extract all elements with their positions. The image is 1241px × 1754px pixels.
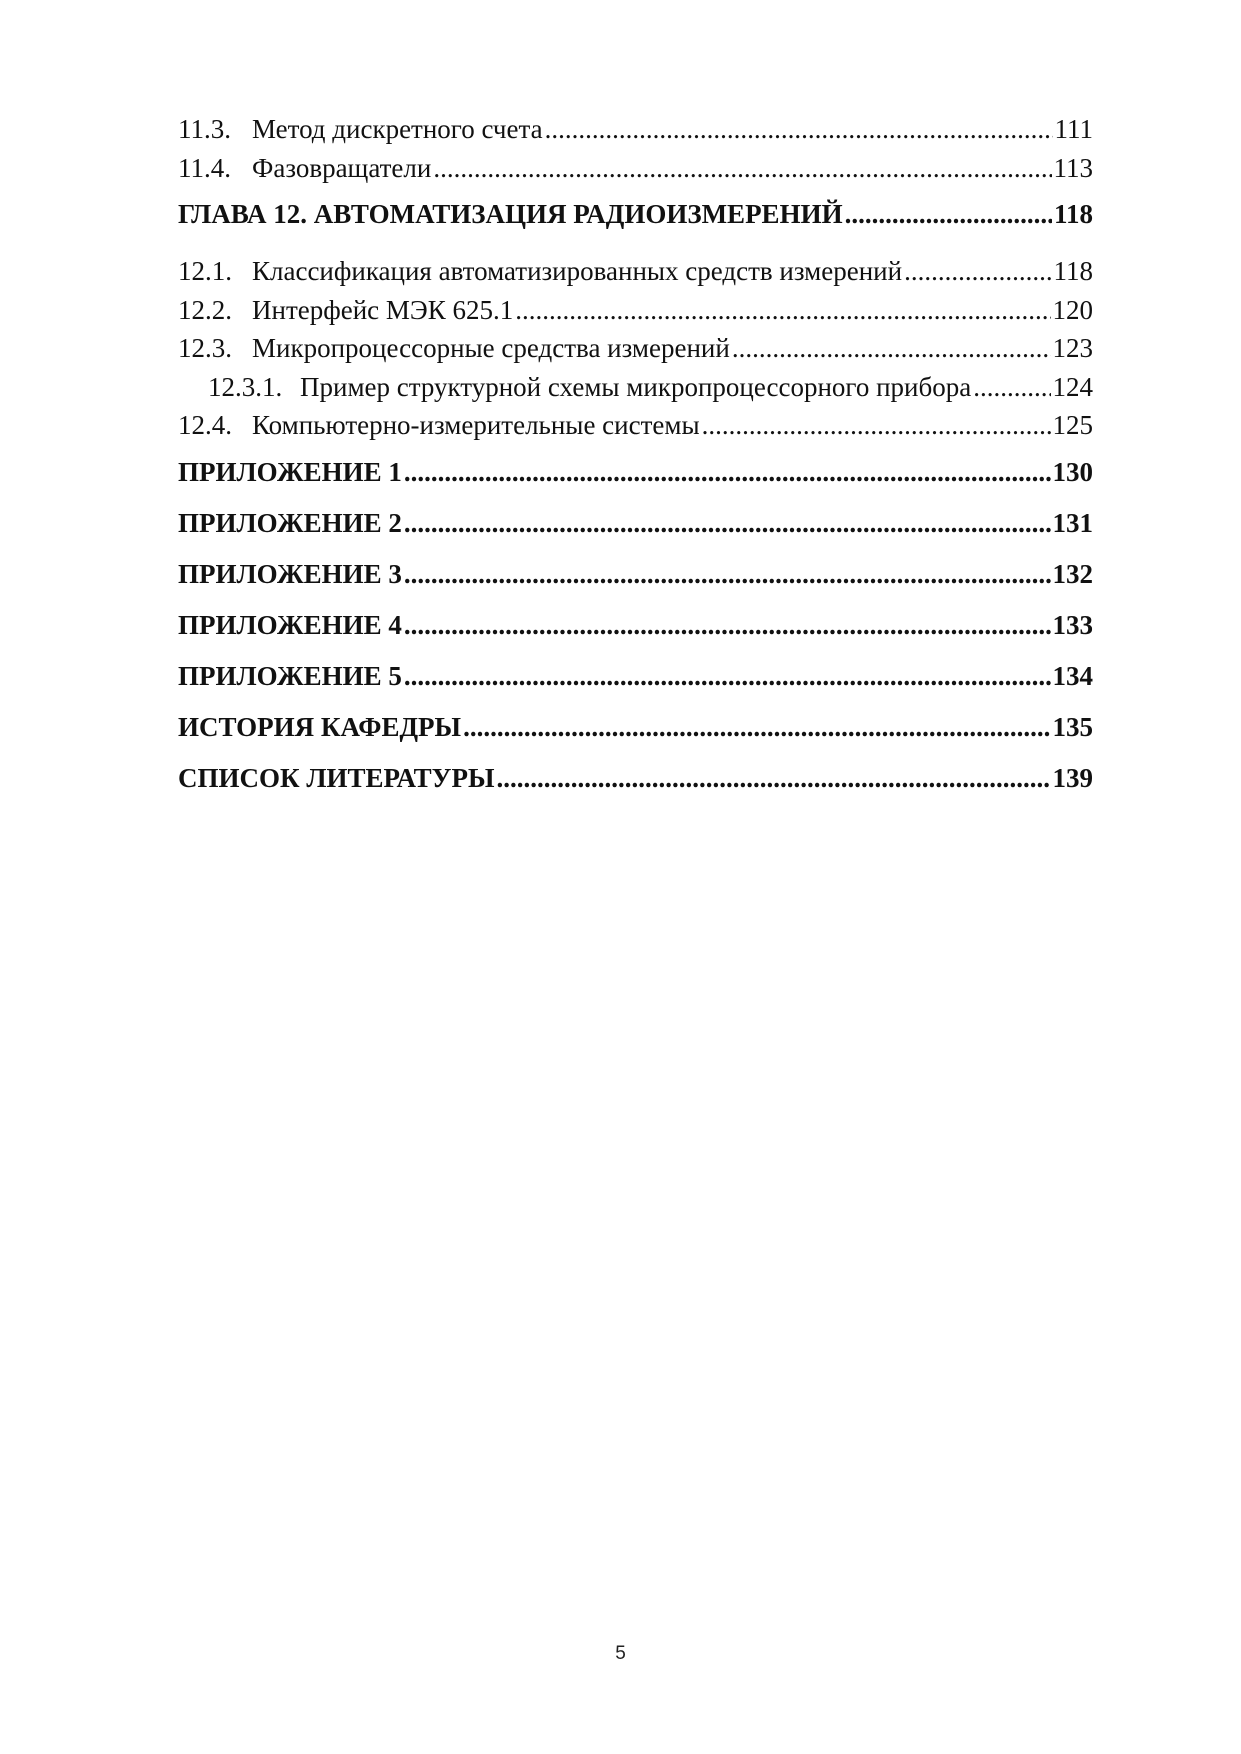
- toc-entry-number: 12.4.: [178, 410, 232, 440]
- toc-entry-number: 12.1.: [178, 256, 232, 286]
- toc-chapter-page: 131: [1052, 507, 1093, 538]
- toc-entry-number: 12.2.: [178, 294, 232, 325]
- toc-entry-title: Пример структурной схемы микропроцессорного прибора: [300, 371, 972, 402]
- page-number: 5: [615, 1643, 626, 1664]
- toc-appendix-3[interactable]: [178, 558, 1093, 612]
- toc-entry-title: Метод дискретного счета: [252, 114, 543, 144]
- toc-entry-number: 11.4.: [178, 152, 231, 183]
- dot-leader: [973, 374, 1050, 401]
- toc-chapter-title: ПРИЛОЖЕНИЕ 2: [178, 507, 402, 538]
- toc-entry-12-2[interactable]: [178, 294, 1093, 336]
- toc-entry-12-3[interactable]: [178, 335, 1093, 374]
- toc-chapter-title: ПРИЛОЖЕНИЕ 3: [178, 558, 402, 589]
- toc-entry-page: 120: [1052, 294, 1093, 325]
- toc-entry-page: 118: [1053, 256, 1093, 286]
- toc-entry-number: 11.3.: [178, 114, 231, 144]
- toc-chapter-title: ПРИЛОЖЕНИЕ 5: [178, 660, 402, 691]
- toc-appendix-5[interactable]: [178, 660, 1093, 714]
- toc-entry-12-4[interactable]: [178, 412, 1093, 451]
- toc-entry-11-3[interactable]: [178, 116, 1093, 155]
- dot-leader: [702, 412, 1051, 439]
- toc-chapter-page: 133: [1052, 609, 1093, 640]
- toc-chapter-page: 132: [1052, 558, 1093, 589]
- dot-leader: [845, 201, 1052, 228]
- toc-chapter-page: 118: [1053, 199, 1093, 229]
- dot-leader: [433, 155, 1051, 182]
- toc-appendix-2[interactable]: [178, 507, 1093, 561]
- toc-entry-page: 113: [1053, 152, 1093, 183]
- toc-entry-title: Классификация автоматизированных средств измерений: [252, 256, 903, 286]
- toc-chapter-page: 130: [1052, 456, 1093, 487]
- toc-entry-page: 125: [1052, 410, 1093, 440]
- toc-chapter-page: 139: [1052, 762, 1093, 793]
- toc-chapter-title: ИСТОРИЯ КАФЕДРЫ: [178, 711, 462, 742]
- toc-entry-title: Фазовращатели: [252, 152, 432, 183]
- toc-chapter-page: 135: [1052, 711, 1093, 742]
- toc-appendix-1[interactable]: [178, 456, 1093, 510]
- toc-entry-title: Микропроцессорные средства измерений: [252, 333, 730, 363]
- toc-entry-12-1[interactable]: [178, 258, 1093, 297]
- dot-leader: [404, 663, 1051, 690]
- toc-chapter-title: ГЛАВА 12. АВТОМАТИЗАЦИЯ РАДИОИЗМЕРЕНИЙ: [178, 199, 843, 229]
- toc-chapter-title: ПРИЛОЖЕНИЕ 4: [178, 609, 402, 640]
- toc-entry-title: Интерфейс МЭК 625.1: [252, 294, 514, 325]
- toc-chapter-page: 134: [1052, 660, 1093, 691]
- toc-entry-11-4[interactable]: [178, 152, 1093, 194]
- dot-leader: [732, 335, 1051, 362]
- toc-chapter-12[interactable]: [178, 201, 1093, 252]
- toc-entry-number: 12.3.1.: [208, 371, 283, 402]
- toc-entry-12-3-1[interactable]: [178, 371, 1093, 413]
- dot-leader: [404, 459, 1051, 486]
- toc-department-history[interactable]: [178, 711, 1093, 765]
- toc-entry-page: 111: [1054, 114, 1093, 144]
- dot-leader: [404, 561, 1051, 588]
- toc-entry-page: 124: [1052, 371, 1093, 402]
- table-of-contents: [178, 116, 1093, 816]
- dot-leader: [404, 612, 1051, 639]
- dot-leader: [404, 510, 1051, 537]
- toc-chapter-title: ПРИЛОЖЕНИЕ 1: [178, 456, 402, 487]
- dot-leader: [515, 297, 1050, 324]
- toc-entry-number: 12.3.: [178, 333, 232, 363]
- toc-appendix-4[interactable]: [178, 609, 1093, 663]
- dot-leader: [463, 714, 1050, 741]
- dot-leader: [496, 765, 1050, 792]
- toc-chapter-title: СПИСОК ЛИТЕРАТУРЫ: [178, 762, 495, 793]
- toc-references[interactable]: [178, 762, 1093, 816]
- toc-entry-page: 123: [1052, 333, 1093, 363]
- dot-leader: [904, 258, 1051, 285]
- dot-leader: [545, 116, 1053, 143]
- toc-entry-title: Компьютерно-измерительные системы: [252, 410, 700, 440]
